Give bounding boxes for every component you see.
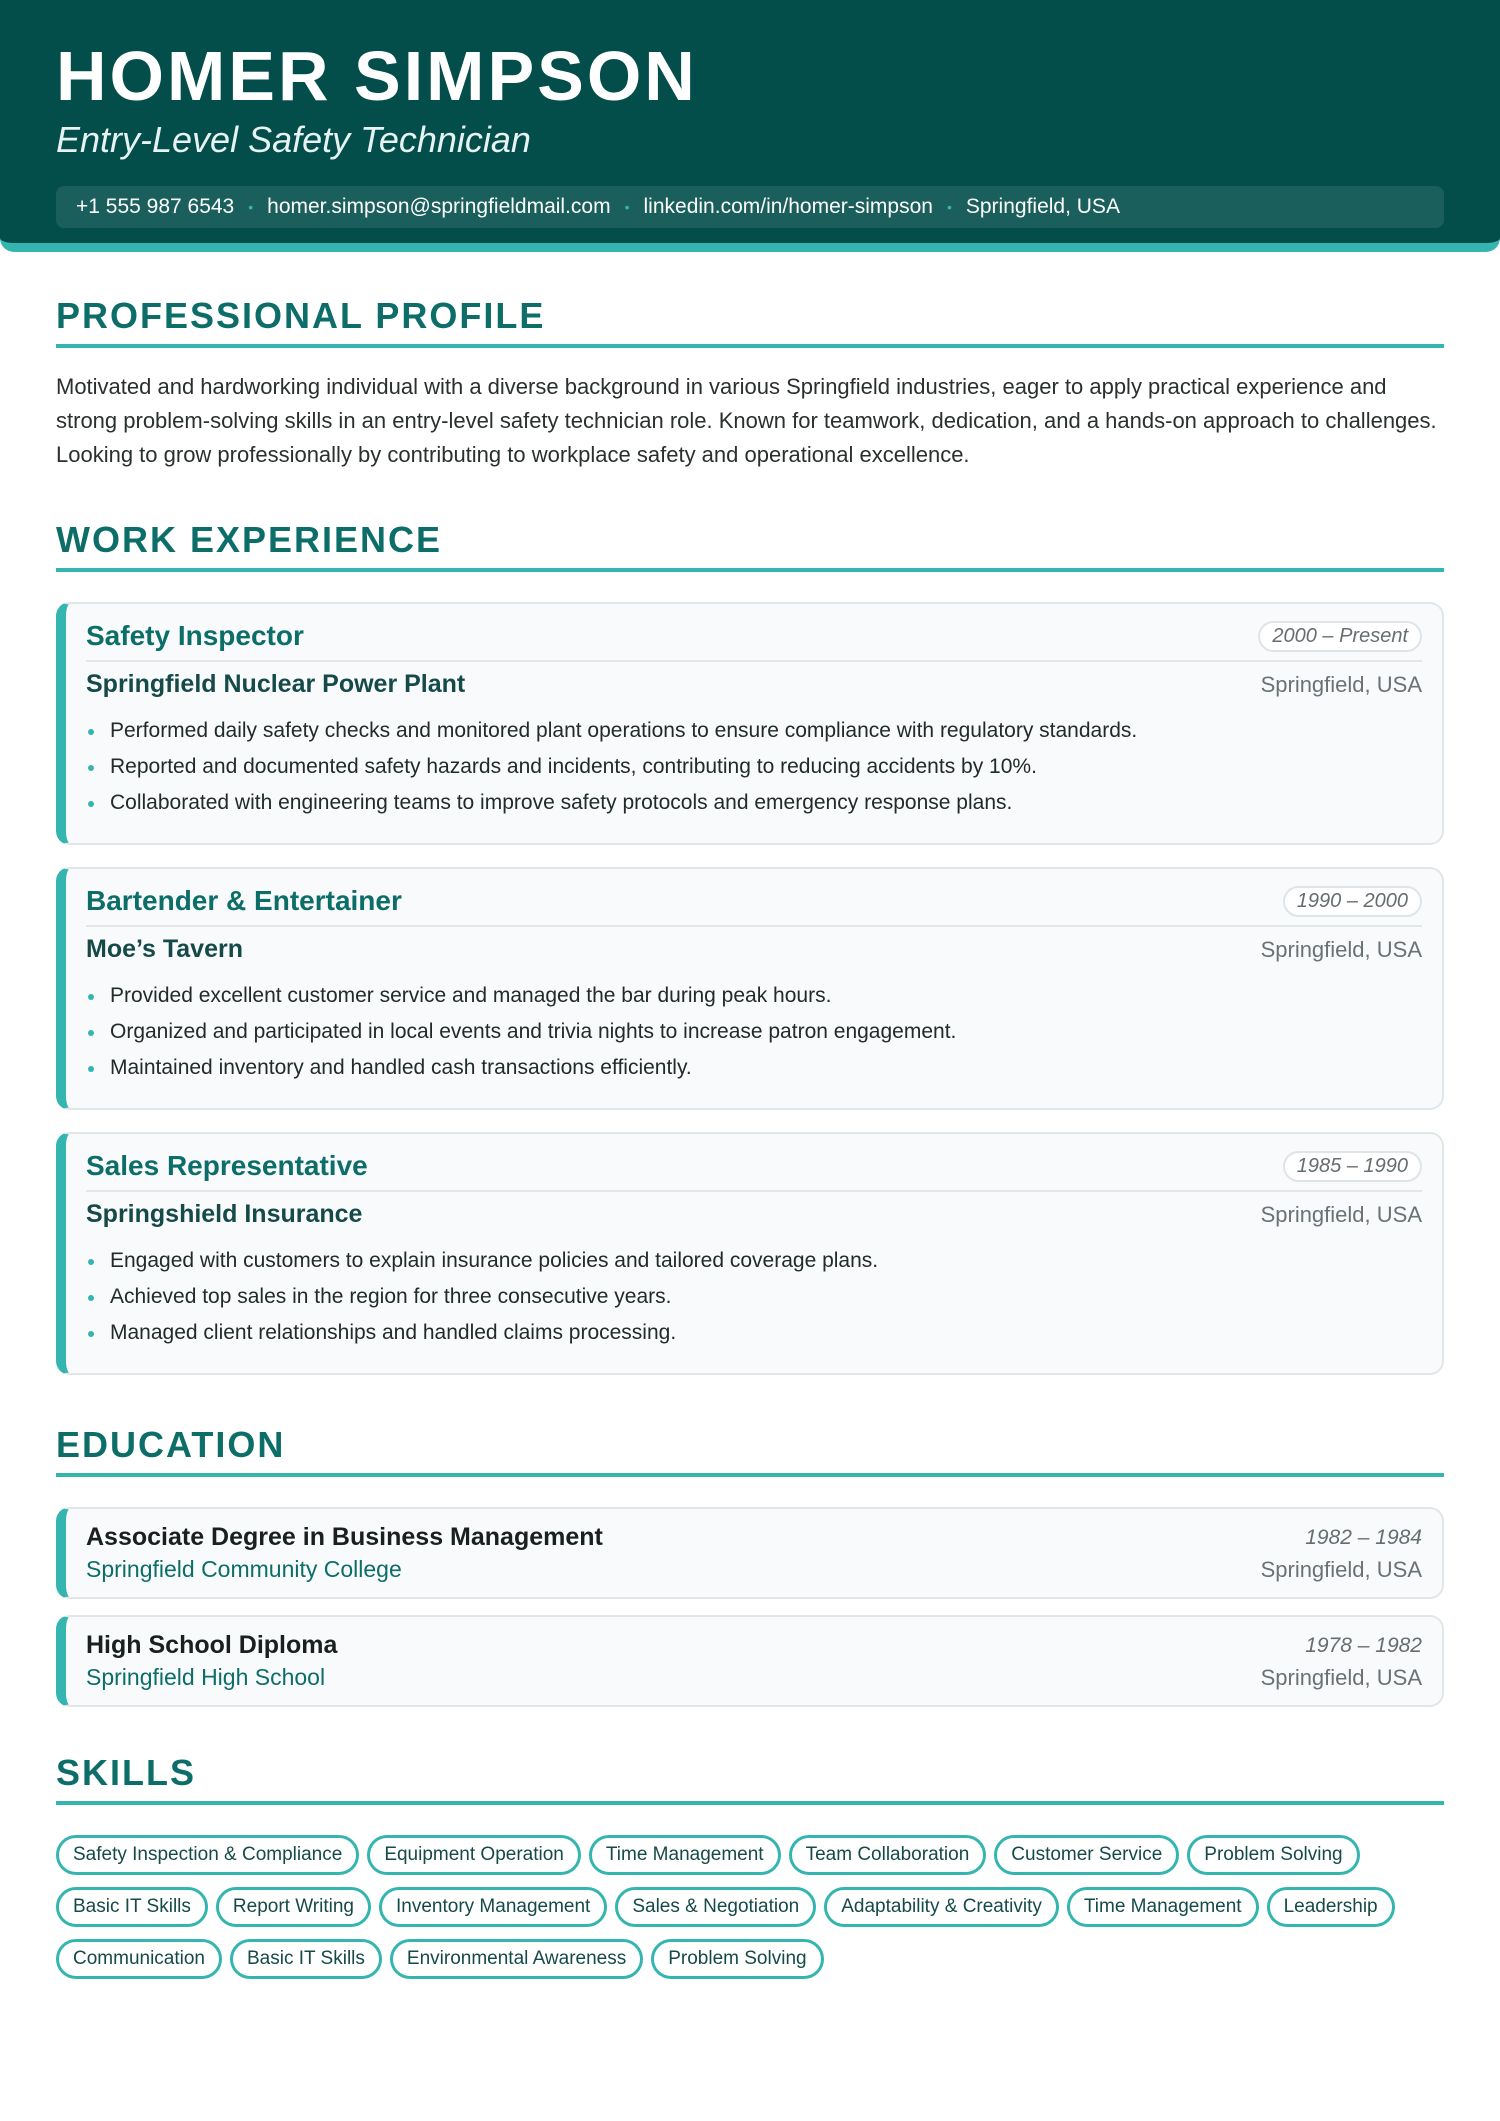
job-company: Moe’s Tavern [86,935,243,963]
candidate-name: HOMER SIMPSON [56,37,698,115]
education-degree: High School Diploma [86,1631,338,1659]
education-dates: 1978 – 1982 [1305,1633,1422,1657]
job-card [56,867,1444,1110]
job-bullet: Achieved top sales in the region for three consecutive years. [86,1279,1422,1315]
profile-section [56,296,1444,472]
resume-header [0,0,1500,252]
profile-text: Motivated and hardworking individual with a diverse background in various Springfield industries, eager to apply practical experience and strong problem-solving skills in an entry-level safety technician role. Known for teamwork, dedication, and a hands-on approach to challenges. Looking to grow professionally by contributing to workplace safety and operational excellence. [56,374,1437,467]
skill-tag: Environmental Awareness [390,1939,643,1979]
separator-dot-icon: • [946,199,952,215]
job-bullet: Organized and participated in local events and trivia nights to increase patron engagement. [86,1014,1422,1050]
education-row [86,1523,1422,1552]
job-card [56,602,1444,845]
skill-tag: Communication [56,1939,222,1979]
job-company: Springfield Nuclear Power Plant [86,670,466,698]
contact-email[interactable]: homer.simpson@springfieldmail.com [267,195,611,218]
contact-phone: +1 555 987 6543 [76,195,235,218]
job-bullet: Collaborated with engineering teams to improve safety protocols and emergency response plans. [86,785,1422,821]
job-location: Springfield, USA [1260,671,1422,697]
job-bullet: Reported and documented safety hazards and incidents, contributing to reducing accidents by 10%. [86,749,1422,785]
education-card [56,1507,1444,1599]
job-bullet: Managed client relationships and handled claims processing. [86,1315,1422,1351]
education-dates: 1982 – 1984 [1305,1525,1422,1549]
job-location: Springfield, USA [1260,1201,1422,1227]
skill-tag: Problem Solving [1187,1835,1359,1875]
contact-location: Springfield, USA [965,195,1120,218]
job-bullets [86,978,1422,1086]
skill-tag: Basic IT Skills [56,1887,208,1927]
job-header [86,620,1422,662]
job-company: Springshield Insurance [86,1200,363,1228]
job-dates: 1990 – 2000 [1283,886,1422,917]
resume-content [0,296,1500,1991]
candidate-title: Entry-Level Safety Technician [56,119,531,160]
job-card [56,1132,1444,1375]
skills-heading: SKILLS [56,1753,1444,1805]
skill-tag: Inventory Management [379,1887,607,1927]
skills-list [56,1835,1444,1991]
skill-tag: Sales & Negotiation [615,1887,816,1927]
job-bullet: Maintained inventory and handled cash transactions efficiently. [86,1050,1422,1086]
experience-section [56,520,1444,1375]
profile-heading: PROFESSIONAL PROFILE [56,296,1444,348]
job-subheader [86,935,1422,964]
skill-tag: Basic IT Skills [230,1939,382,1979]
job-header [86,885,1422,927]
skill-tag: Team Collaboration [789,1835,987,1875]
job-header [86,1150,1422,1192]
contact-linkedin[interactable]: linkedin.com/in/homer-simpson [643,195,933,218]
skill-tag: Safety Inspection & Compliance [56,1835,359,1875]
job-bullets [86,1243,1422,1351]
education-school: Springfield High School [86,1664,326,1690]
education-card [56,1615,1444,1707]
separator-dot-icon: • [248,199,254,215]
education-row [86,1631,1422,1660]
skill-tag: Customer Service [994,1835,1179,1875]
skills-section [56,1753,1444,1991]
skill-tag: Leadership [1267,1887,1395,1927]
job-title: Bartender & Entertainer [86,885,402,916]
skill-tag: Problem Solving [651,1939,823,1979]
education-location: Springfield, USA [1260,1556,1422,1582]
education-row [86,1664,1422,1691]
skill-tag: Adaptability & Creativity [824,1887,1059,1927]
education-degree: Associate Degree in Business Management [86,1523,603,1551]
separator-dot-icon: • [624,199,630,215]
job-subheader [86,1200,1422,1229]
education-heading: EDUCATION [56,1425,1444,1477]
job-bullets [86,713,1422,821]
job-title: Safety Inspector [86,620,304,651]
skill-tag: Report Writing [216,1887,371,1927]
job-location: Springfield, USA [1260,936,1422,962]
job-bullet: Performed daily safety checks and monitored plant operations to ensure compliance with regulatory standards. [86,713,1422,749]
job-title: Sales Representative [86,1150,368,1181]
job-bullet: Provided excellent customer service and managed the bar during peak hours. [86,978,1422,1014]
skill-tag: Time Management [589,1835,781,1875]
education-school: Springfield Community College [86,1556,402,1582]
job-dates: 2000 – Present [1258,621,1422,652]
job-subheader [86,670,1422,699]
experience-heading: WORK EXPERIENCE [56,520,1444,572]
education-section [56,1425,1444,1707]
education-location: Springfield, USA [1260,1664,1422,1690]
education-row [86,1556,1422,1583]
job-dates: 1985 – 1990 [1283,1151,1422,1182]
contact-bar [56,186,1444,228]
skill-tag: Equipment Operation [367,1835,581,1875]
job-bullet: Engaged with customers to explain insurance policies and tailored coverage plans. [86,1243,1422,1279]
skill-tag: Time Management [1067,1887,1259,1927]
